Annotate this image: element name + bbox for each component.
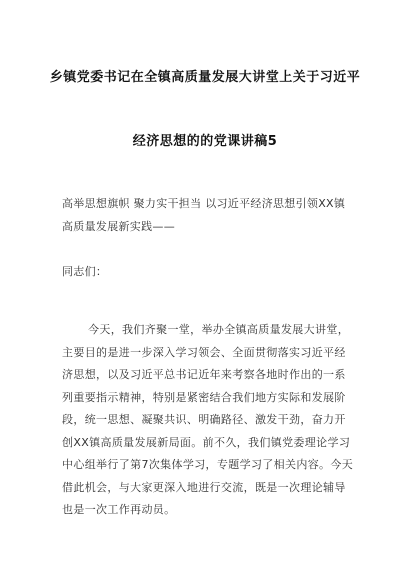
body-line: 也是一次工作再动员。	[62, 503, 176, 516]
document-title-line-2: 经济思想的的党课讲稿5	[132, 134, 278, 149]
subtitle-line: 高举思想旗帜 聚力实干担当 以习近平经济思想引领XX镇	[62, 197, 346, 210]
body-line: 段，统一思想、凝聚共识、明确路径、激发干劲，奋力开	[62, 413, 346, 426]
body-line: 济思想，以及习近平总书记近年来考察各地时作出的一系	[62, 368, 346, 381]
greeting: 同志们：	[62, 265, 108, 278]
body-paragraph	[62, 319, 362, 522]
body-line: 借此机会，与大家更深入地进行交流，既是一次理论辅导	[62, 480, 346, 494]
body-line: 创XX镇高质量发展新局面。前不久，我们镇党委理论学习	[62, 435, 351, 449]
body-line: 今天，我们齐聚一堂，举办全镇高质量发展大讲堂，	[88, 323, 350, 336]
subtitle-line: 高质量发展新实践——	[62, 220, 175, 233]
body-line: 主要目的是进一步深入学习领会、全面贯彻落实习近平经	[62, 345, 346, 359]
body-line: 列重要指示精神，特别是紧密结合我们地方实际和发展阶	[62, 390, 346, 404]
body-line: 中心组举行了第7次集体学习，专题学习了相关内容。今天	[62, 458, 354, 471]
document-title-line-1: 乡镇党委书记在全镇高质量发展大讲堂上关于习近平	[49, 70, 361, 85]
document-subtitle	[62, 192, 362, 238]
